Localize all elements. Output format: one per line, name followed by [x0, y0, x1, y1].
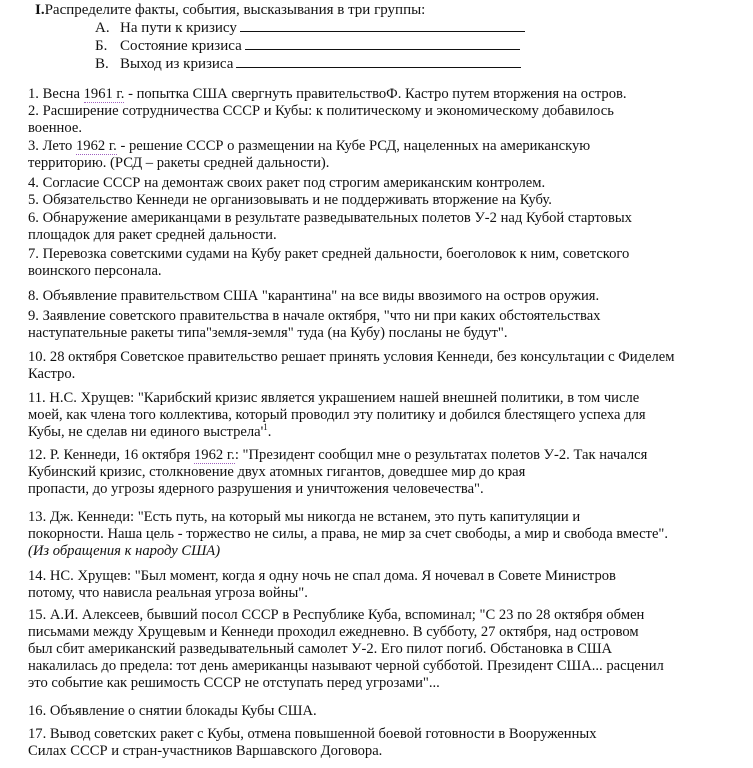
fact-item [28, 447, 728, 498]
fact-line: 15. А.И. Алексеев, бывший посол СССР в Республике Куба, вспоминал; "С 23 по 28 октября обмен [28, 607, 645, 623]
fact-line: пропасти, до угрозы ядерного разрушения и уничтожения человечества". [28, 481, 484, 497]
fact-line: покорности. Наша цель - торжество не силы, а права, не мир за счет свободы, а мир и свобода вместе". [28, 526, 669, 542]
fact-line: Кастро. [28, 366, 76, 382]
smart-tag-date[interactable]: 1962 г. [76, 138, 117, 154]
fact-line: 2. Расширение сотрудничества СССР и Кубы: к политическому и экономическому добавилось [28, 103, 614, 119]
fact-line: письмами между Хрущевым и Кеннеди проходил ежедневно. В субботу, 27 октября, над островом [28, 624, 639, 640]
fact-item [28, 192, 728, 209]
fact-item [28, 246, 728, 280]
task-text: Распределите факты, события, высказывания в три группы: [44, 2, 426, 18]
fact-line: 6. Обнаружение американцами в результате разведывательных полетов У-2 над Кубой стартовых [28, 210, 632, 226]
group-label: Выход из кризиса [120, 56, 234, 72]
quote-source: (Из обращения к народу США) [28, 543, 221, 559]
fact-item [28, 288, 728, 305]
fact-item [28, 175, 728, 192]
group-item [95, 54, 525, 72]
fact-line: накалилась до предела: тот день американцы называют черной субботой. Президент США... расценил [28, 658, 664, 674]
fact-item [28, 726, 728, 760]
answer-blank-line[interactable] [245, 36, 520, 50]
fact-line: 11. Н.С. Хрущев: "Карибский кризис является украшением нашей внешней политики, в том числе [28, 390, 640, 406]
group-letter: Б. [95, 38, 108, 54]
fact-line: территорию. (РСД – ракеты средней дальности). [28, 155, 330, 171]
fact-line: 3. Лето 1962 г. - решение СССР о размещении на Кубе РСД, нацеленных на американскую [28, 138, 591, 154]
fact-line: Силах СССР и стран-участников Варшавского Договора. [28, 743, 383, 759]
fact-item [28, 703, 728, 720]
fact-line: 7. Перевозка советскими судами на Кубу ракет средней дальности, боеголовок к ним, советского [28, 246, 630, 262]
group-label: На пути к кризису [120, 20, 237, 36]
task-heading [35, 2, 425, 19]
fact-line: 8. Объявление правительством США "карантина" на все виды ввозимого на остров оружия. [28, 288, 600, 304]
fact-line: площадок для ракет средней дальности. [28, 227, 277, 243]
fact-item [28, 210, 728, 244]
fact-item [28, 103, 728, 137]
fact-line: 14. НС. Хрущев: "Был момент, когда я одну ночь не спал дома. Я ночевал в Совете Министров [28, 568, 616, 584]
fact-line: военное. [28, 120, 82, 136]
fact-item [28, 509, 728, 560]
fact-item [28, 390, 728, 441]
footnote-marker: 1 [263, 422, 268, 433]
fact-item [28, 86, 728, 103]
fact-line: 17. Вывод советских ракет с Кубы, отмена повышенной боевой готовности в Вооруженных [28, 726, 597, 742]
fact-line: Кубы, не сделав ни единого $выстрела'^1$. [28, 422, 272, 440]
group-letter: А. [95, 20, 110, 36]
fact-line: моей, как члена того коллектива, который проводил эту политику и добился блестящего успеха для [28, 407, 646, 423]
smart-tag-date[interactable]: 1962 г. [194, 447, 235, 463]
fact-line: воинского персонала. [28, 263, 162, 279]
fact-line: 13. Дж. Кеннеди: "Есть путь, на который мы никогда не встанем, это путь капитуляции и [28, 509, 581, 525]
fact-line: Кубинский кризис, столкновение двух атомных гигантов, доведшее мир до края [28, 464, 526, 480]
fact-line: 5. Обязательство Кеннеди не организовывать и не поддерживать вторжение на Кубу. [28, 192, 552, 208]
answer-blank-line[interactable] [240, 18, 525, 32]
group-item [95, 18, 525, 36]
fact-line: 16. Объявление о снятии блокады Кубы США. [28, 703, 317, 719]
fact-item [28, 607, 728, 692]
task-number: I. [35, 2, 45, 18]
fact-line: 4. Согласие СССР на демонтаж своих ракет под строгим американским контролем. [28, 175, 546, 191]
fact-item [28, 138, 728, 172]
fact-line: это событие как решимость СССР не отступать перед угрозами"... [28, 675, 440, 691]
group-letter: В. [95, 56, 109, 72]
group-item [95, 36, 525, 54]
group-label: Состояние кризиса [120, 38, 242, 54]
fact-item [28, 568, 728, 602]
fact-line: 10. 28 октября Советское правительство решает принять условия Кеннеди, без консультации с Фиделем [28, 349, 675, 365]
fact-line: 9. Заявление советского правительства в начале октября, "что ни при каких обстоятельствах [28, 308, 601, 324]
smart-tag-date[interactable]: 1961 г. [83, 86, 125, 102]
fact-item [28, 308, 728, 342]
group-list [95, 18, 525, 72]
fact-line: потому, что нависла реальная угроза войны". [28, 585, 308, 601]
fact-line: 1. Весна 1961 г. - попытка США свергнуть правительствоФ. Кастро путем вторжения на остров. [28, 86, 627, 102]
fact-line: наступательные ракеты типа"земля-земля" туда (на Кубу) посланы не будут". [28, 325, 508, 341]
fact-line: 12. Р. Кеннеди, 16 октября 1962 г.: "Президент сообщил мне о результатах полетов У-2. Так начался [28, 447, 648, 463]
answer-blank-line[interactable] [236, 54, 521, 68]
fact-item [28, 349, 728, 383]
fact-line: был сбит американский разведывательный самолет У-2. Его пилот погиб. Обстановка в США [28, 641, 613, 657]
